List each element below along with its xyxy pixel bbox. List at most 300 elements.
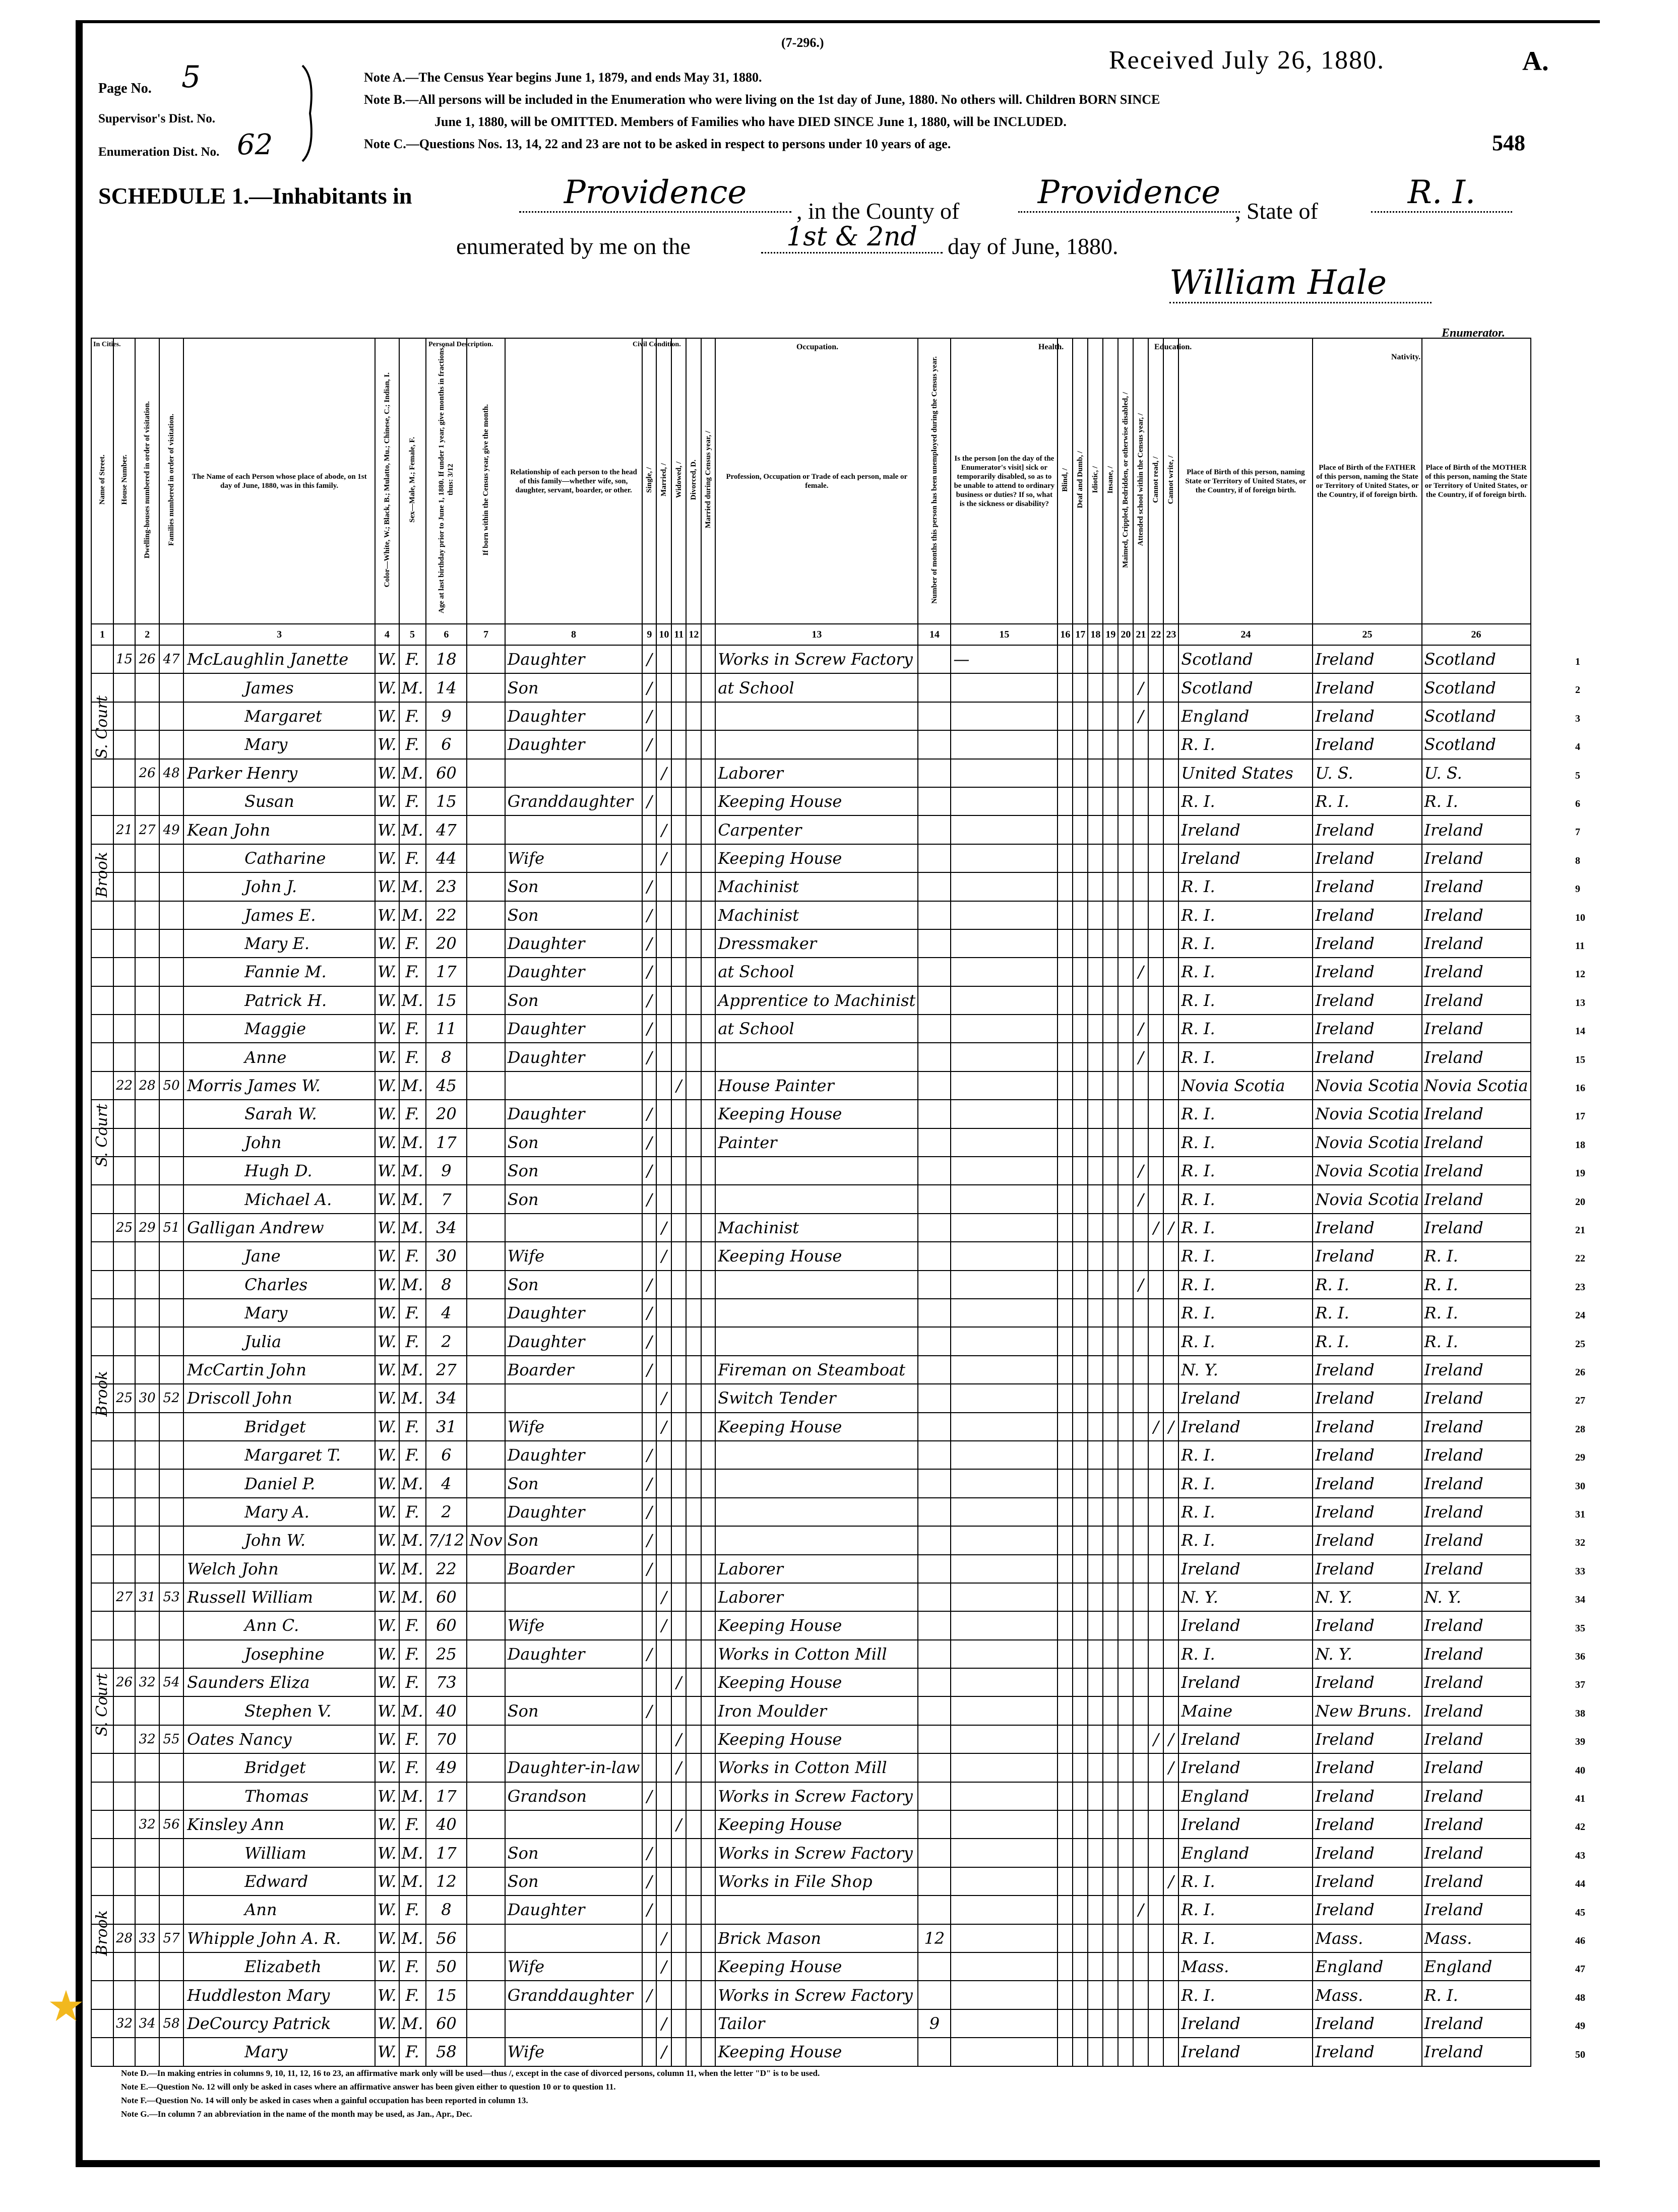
empty-cell (1088, 645, 1103, 673)
father-birthplace-cell: England (1313, 1952, 1421, 1981)
empty-cell (686, 1271, 701, 1299)
birth-month-cell (467, 2009, 505, 2038)
person-name: Stephen V. (183, 1696, 375, 1725)
empty-cell (1088, 1214, 1103, 1242)
cannot-write-mark (1163, 1555, 1178, 1583)
age-cell: 9 (426, 702, 467, 730)
empty-cell (701, 1356, 715, 1384)
disabled-mark (1118, 1583, 1133, 1611)
sick-cell (951, 730, 1058, 759)
cannot-read-mark (1148, 986, 1163, 1015)
relationship-cell: Daughter (505, 1895, 643, 1924)
occupation-cell: Keeping House (715, 1611, 918, 1639)
father-birthplace-cell: Novia Scotia (1313, 1185, 1421, 1213)
mother-birthplace-cell: Novia Scotia (1422, 1071, 1531, 1100)
line-number: 29 (1575, 1452, 1585, 1464)
married-mark (656, 1810, 671, 1839)
note-a: Note A.—The Census Year begins June 1, 1879, and ends May 31, 1880. (364, 70, 762, 85)
empty-cell (686, 1356, 701, 1384)
table-row (91, 787, 1531, 815)
group-health: Health. (1038, 343, 1064, 351)
dwelling-number: 33 (135, 1924, 159, 1952)
empty-cell (701, 702, 715, 730)
col-num: 20 (1118, 624, 1133, 645)
dwelling-number (135, 929, 159, 958)
mother-birthplace-cell: Ireland (1422, 1725, 1531, 1753)
dwelling-number: 26 (135, 645, 159, 673)
person-name: Kean John (183, 815, 375, 844)
disabled-mark (1118, 1498, 1133, 1526)
house-number (113, 759, 135, 787)
dwelling-number (135, 986, 159, 1015)
age-cell: 70 (426, 1725, 467, 1753)
father-birthplace-cell: Ireland (1313, 1867, 1421, 1895)
cannot-read-mark (1148, 1356, 1163, 1384)
empty-cell (1073, 958, 1088, 986)
empty-cell (701, 1895, 715, 1924)
line-number: 49 (1575, 2020, 1585, 2032)
birth-month-cell (467, 1640, 505, 1668)
family-number (159, 986, 183, 1015)
empty-cell (701, 929, 715, 958)
empty-cell (686, 2009, 701, 2038)
birth-month-cell (467, 1668, 505, 1696)
cannot-read-mark (1148, 1384, 1163, 1412)
cannot-write-mark (1163, 1299, 1178, 1327)
widowed-mark (671, 815, 686, 844)
birthplace-cell: R. I. (1178, 1157, 1313, 1185)
empty-cell (1073, 673, 1088, 702)
sex-cell: F. (399, 929, 426, 958)
family-number (159, 1185, 183, 1213)
empty-cell (1103, 702, 1118, 730)
relationship-cell: Daughter (505, 645, 643, 673)
person-name: Jane (183, 1242, 375, 1270)
sex-cell: F. (399, 844, 426, 872)
table-row (91, 1895, 1531, 1924)
cannot-read-mark (1148, 1810, 1163, 1839)
age-cell: 44 (426, 844, 467, 872)
empty-cell (1103, 1952, 1118, 1981)
cannot-read-mark (1148, 1469, 1163, 1497)
empty-cell (686, 1583, 701, 1611)
occupation-cell: Works in Screw Factory (715, 1981, 918, 2009)
birth-month-cell (467, 901, 505, 929)
empty-cell (701, 844, 715, 872)
empty-cell (701, 1441, 715, 1469)
birth-month-cell (467, 1696, 505, 1725)
empty-cell (686, 1640, 701, 1668)
color-cell: W. (375, 1384, 399, 1412)
table-row (91, 1555, 1531, 1583)
empty-cell (1088, 1157, 1103, 1185)
school-mark (1133, 759, 1148, 787)
mother-birthplace-cell: Ireland (1422, 2009, 1531, 2038)
color-cell: W. (375, 1327, 399, 1355)
empty-cell (1088, 1555, 1103, 1583)
age-cell: 4 (426, 1299, 467, 1327)
empty-cell (91, 1526, 113, 1554)
color-cell: W. (375, 1015, 399, 1043)
sex-cell: F. (399, 1043, 426, 1071)
empty-cell (1058, 1100, 1073, 1128)
school-mark: / (1133, 1043, 1148, 1071)
empty-cell (1058, 1469, 1073, 1497)
empty-cell (1088, 1441, 1103, 1469)
school-mark (1133, 1668, 1148, 1696)
empty-cell (1073, 1583, 1088, 1611)
widowed-mark (671, 1555, 686, 1583)
age-cell: 8 (426, 1271, 467, 1299)
table-row (91, 730, 1531, 759)
cannot-write-mark (1163, 1015, 1178, 1043)
color-cell: W. (375, 1185, 399, 1213)
unemployed-cell (918, 1611, 951, 1639)
person-name: Mary E. (183, 929, 375, 958)
widowed-mark (671, 844, 686, 872)
empty-cell (1058, 1924, 1073, 1952)
empty-cell (701, 901, 715, 929)
mother-birthplace-cell: R. I. (1422, 1299, 1531, 1327)
father-birthplace-cell: Ireland (1313, 1895, 1421, 1924)
sex-cell: F. (399, 730, 426, 759)
school-mark (1133, 1810, 1148, 1839)
col-num: 17 (1073, 624, 1088, 645)
empty-cell (91, 1043, 113, 1071)
line-number: 28 (1575, 1423, 1585, 1435)
mother-birthplace-cell: N. Y. (1422, 1583, 1531, 1611)
empty-cell (91, 1271, 113, 1299)
occupation-cell: Brick Mason (715, 1924, 918, 1952)
mother-birthplace-cell: Scotland (1422, 702, 1531, 730)
birthplace-cell: R. I. (1178, 986, 1313, 1015)
birthplace-cell: Ireland (1178, 1725, 1313, 1753)
sex-cell: F. (399, 787, 426, 815)
disabled-mark (1118, 1299, 1133, 1327)
house-number (113, 1157, 135, 1185)
empty-cell (1088, 815, 1103, 844)
dwelling-number: 32 (135, 1725, 159, 1753)
empty-cell (686, 1668, 701, 1696)
house-number (113, 1895, 135, 1924)
empty-cell (686, 1384, 701, 1412)
col-idiotic: Idiotic, / (1088, 338, 1103, 624)
color-cell: W. (375, 1356, 399, 1384)
occupation-cell (715, 730, 918, 759)
empty-cell (1073, 1696, 1088, 1725)
birth-month-cell (467, 1128, 505, 1157)
color-cell: W. (375, 1753, 399, 1782)
father-birthplace-cell: R. I. (1313, 1327, 1421, 1355)
single-mark: / (642, 1327, 656, 1355)
page-number: 548 (1492, 131, 1525, 155)
married-mark: / (656, 759, 671, 787)
dwelling-number (135, 1782, 159, 1810)
single-mark (642, 1924, 656, 1952)
unemployed-cell (918, 1469, 951, 1497)
empty-cell (91, 1469, 113, 1497)
mother-birthplace-cell: Scotland (1422, 730, 1531, 759)
house-number (113, 901, 135, 929)
age-cell: 4 (426, 1469, 467, 1497)
unemployed-cell (918, 1441, 951, 1469)
dwelling-number (135, 1555, 159, 1583)
line-number: 38 (1575, 1708, 1585, 1719)
empty-cell (686, 645, 701, 673)
empty-cell (701, 1611, 715, 1639)
empty-cell (686, 1185, 701, 1213)
empty-cell (1103, 1128, 1118, 1157)
empty-cell (1058, 730, 1073, 759)
birth-month-cell (467, 929, 505, 958)
unemployed-cell (918, 1583, 951, 1611)
birth-month-cell (467, 1214, 505, 1242)
sick-cell (951, 901, 1058, 929)
sex-cell: F. (399, 1015, 426, 1043)
table-row (91, 759, 1531, 787)
sex-cell: F. (399, 1725, 426, 1753)
birth-month-cell (467, 1981, 505, 2009)
cannot-write-mark (1163, 1895, 1178, 1924)
dwelling-number: 32 (135, 1810, 159, 1839)
widowed-mark (671, 1924, 686, 1952)
age-cell: 47 (426, 815, 467, 844)
relationship-cell: Daughter (505, 1043, 643, 1071)
father-birthplace-cell: Ireland (1313, 1498, 1421, 1526)
dwelling-number (135, 1327, 159, 1355)
unemployed-cell (918, 844, 951, 872)
birthplace-cell: Ireland (1178, 844, 1313, 872)
empty-cell (1058, 1583, 1073, 1611)
line-number: 30 (1575, 1480, 1585, 1492)
empty-cell (1103, 759, 1118, 787)
unemployed-cell: 9 (918, 2009, 951, 2038)
married-mark: / (656, 2009, 671, 2038)
family-number (159, 1128, 183, 1157)
widowed-mark (671, 901, 686, 929)
col-num: 8 (505, 624, 643, 645)
empty-cell (1103, 1071, 1118, 1100)
single-mark: / (642, 1981, 656, 2009)
dwelling-number: 34 (135, 2009, 159, 2038)
disabled-mark (1118, 1867, 1133, 1895)
occupation-cell: Keeping House (715, 1100, 918, 1128)
father-birthplace-cell: N. Y. (1313, 1640, 1421, 1668)
empty-cell (91, 1839, 113, 1867)
married-mark (656, 702, 671, 730)
father-birthplace-cell: R. I. (1313, 787, 1421, 815)
school-mark (1133, 1867, 1148, 1895)
married-mark (656, 1299, 671, 1327)
empty-cell (686, 901, 701, 929)
unemployed-cell (918, 1271, 951, 1299)
line-number: 18 (1575, 1139, 1585, 1151)
empty-cell (1103, 986, 1118, 1015)
cannot-read-mark: / (1148, 1413, 1163, 1441)
empty-cell (1073, 1839, 1088, 1867)
father-birthplace-cell: U. S. (1313, 759, 1421, 787)
empty-cell (1073, 2009, 1088, 2038)
cannot-read-mark (1148, 815, 1163, 844)
family-number (159, 1867, 183, 1895)
married-mark: / (656, 1413, 671, 1441)
school-mark (1133, 1242, 1148, 1270)
disabled-mark (1118, 1413, 1133, 1441)
empty-cell (701, 1583, 715, 1611)
county-label: , in the County of (796, 198, 960, 224)
disabled-mark (1118, 1128, 1133, 1157)
widowed-mark (671, 1128, 686, 1157)
table-row (91, 872, 1531, 901)
widowed-mark (671, 1015, 686, 1043)
occupation-cell (715, 1185, 918, 1213)
birthplace-cell: Scotland (1178, 645, 1313, 673)
cannot-read-mark (1148, 1271, 1163, 1299)
col-num: 7 (467, 624, 505, 645)
col-num: 1 (91, 624, 113, 645)
empty-cell (686, 1071, 701, 1100)
married-mark (656, 1157, 671, 1185)
color-cell: W. (375, 1242, 399, 1270)
widowed-mark (671, 702, 686, 730)
married-mark (656, 730, 671, 759)
birth-month-cell (467, 872, 505, 901)
color-cell: W. (375, 872, 399, 901)
table-row (91, 1242, 1531, 1270)
occupation-cell (715, 1271, 918, 1299)
father-birthplace-cell: Ireland (1313, 1555, 1421, 1583)
col-divorced: Divorced, D. (686, 338, 701, 624)
person-name: Edward (183, 1867, 375, 1895)
mother-birthplace-cell: Ireland (1422, 958, 1531, 986)
person-name: DeCourcy Patrick (183, 2009, 375, 2038)
col-num: 19 (1103, 624, 1118, 645)
empty-cell (1088, 1611, 1103, 1639)
married-mark: / (656, 1384, 671, 1412)
age-cell: 15 (426, 986, 467, 1015)
line-number: 14 (1575, 1026, 1585, 1037)
mother-birthplace-cell: Ireland (1422, 1100, 1531, 1128)
col-birthplace: Place of Birth of this person, naming State or Territory of United States, or the Country, if of foreign birth. (1178, 338, 1313, 624)
age-cell: 12 (426, 1867, 467, 1895)
birth-month-cell (467, 1157, 505, 1185)
empty-cell (701, 1640, 715, 1668)
empty-cell (686, 1157, 701, 1185)
table-row (91, 673, 1531, 702)
empty-cell (686, 815, 701, 844)
birthplace-cell: R. I. (1178, 1498, 1313, 1526)
cannot-read-mark (1148, 929, 1163, 958)
sick-cell (951, 1668, 1058, 1696)
birth-month-cell (467, 1413, 505, 1441)
table-row (91, 929, 1531, 958)
family-number (159, 1157, 183, 1185)
relationship-cell: Son (505, 1696, 643, 1725)
birth-month-cell (467, 2038, 505, 2066)
sex-cell: M. (399, 759, 426, 787)
mother-birthplace-cell: Ireland (1422, 929, 1531, 958)
widowed-mark (671, 1299, 686, 1327)
occupation-cell: Carpenter (715, 815, 918, 844)
table-row (91, 1526, 1531, 1554)
birthplace-cell: Ireland (1178, 1668, 1313, 1696)
cannot-write-mark (1163, 1384, 1178, 1412)
widowed-mark (671, 1413, 686, 1441)
married-mark: / (656, 1214, 671, 1242)
age-cell: 6 (426, 1441, 467, 1469)
sick-cell (951, 1071, 1058, 1100)
empty-cell (1058, 2009, 1073, 2038)
birthplace-cell: England (1178, 1782, 1313, 1810)
single-mark: / (642, 730, 656, 759)
empty-cell (686, 1611, 701, 1639)
cannot-write-mark (1163, 1071, 1178, 1100)
empty-cell (1088, 1356, 1103, 1384)
color-cell: W. (375, 1555, 399, 1583)
empty-cell (686, 1810, 701, 1839)
empty-cell (1103, 2009, 1118, 2038)
line-number: 6 (1575, 798, 1580, 809)
school-mark (1133, 1583, 1148, 1611)
married-mark: / (656, 2038, 671, 2066)
mother-birthplace-cell: Scotland (1422, 673, 1531, 702)
age-cell: 7/12 (426, 1526, 467, 1554)
father-birthplace-cell: Ireland (1313, 1384, 1421, 1412)
school-mark (1133, 1924, 1148, 1952)
empty-cell (1073, 1299, 1088, 1327)
sick-cell (951, 1356, 1058, 1384)
birth-month-cell (467, 1611, 505, 1639)
cannot-write-mark: / (1163, 1867, 1178, 1895)
cannot-read-mark (1148, 1441, 1163, 1469)
birthplace-cell: R. I. (1178, 1327, 1313, 1355)
table-row (91, 645, 1531, 673)
father-birthplace-cell: Ireland (1313, 958, 1421, 986)
empty-cell (91, 1071, 113, 1100)
sick-cell (951, 1413, 1058, 1441)
empty-cell (91, 1555, 113, 1583)
unemployed-cell (918, 1015, 951, 1043)
birthplace-cell: R. I. (1178, 1526, 1313, 1554)
occupation-cell: Painter (715, 1128, 918, 1157)
single-mark (642, 759, 656, 787)
table-row (91, 1327, 1531, 1355)
house-number (113, 1555, 135, 1583)
mother-birthplace-cell: Ireland (1422, 1867, 1531, 1895)
empty-cell (1058, 1498, 1073, 1526)
relationship-cell: Wife (505, 1242, 643, 1270)
cannot-read-mark (1148, 1157, 1163, 1185)
relationship-cell: Son (505, 1526, 643, 1554)
single-mark: / (642, 787, 656, 815)
occupation-cell: Keeping House (715, 1668, 918, 1696)
disabled-mark (1118, 1696, 1133, 1725)
single-mark: / (642, 1782, 656, 1810)
sex-cell: M. (399, 986, 426, 1015)
occupation-cell: Works in Cotton Mill (715, 1640, 918, 1668)
empty-cell (1103, 645, 1118, 673)
color-cell: W. (375, 1526, 399, 1554)
empty-cell (91, 986, 113, 1015)
empty-cell (701, 2009, 715, 2038)
disabled-mark (1118, 929, 1133, 958)
sex-cell: F. (399, 702, 426, 730)
school-mark (1133, 1753, 1148, 1782)
relationship-cell: Daughter-in-law (505, 1753, 643, 1782)
house-number (113, 673, 135, 702)
birthplace-cell: R. I. (1178, 730, 1313, 759)
empty-cell (1073, 2038, 1088, 2066)
